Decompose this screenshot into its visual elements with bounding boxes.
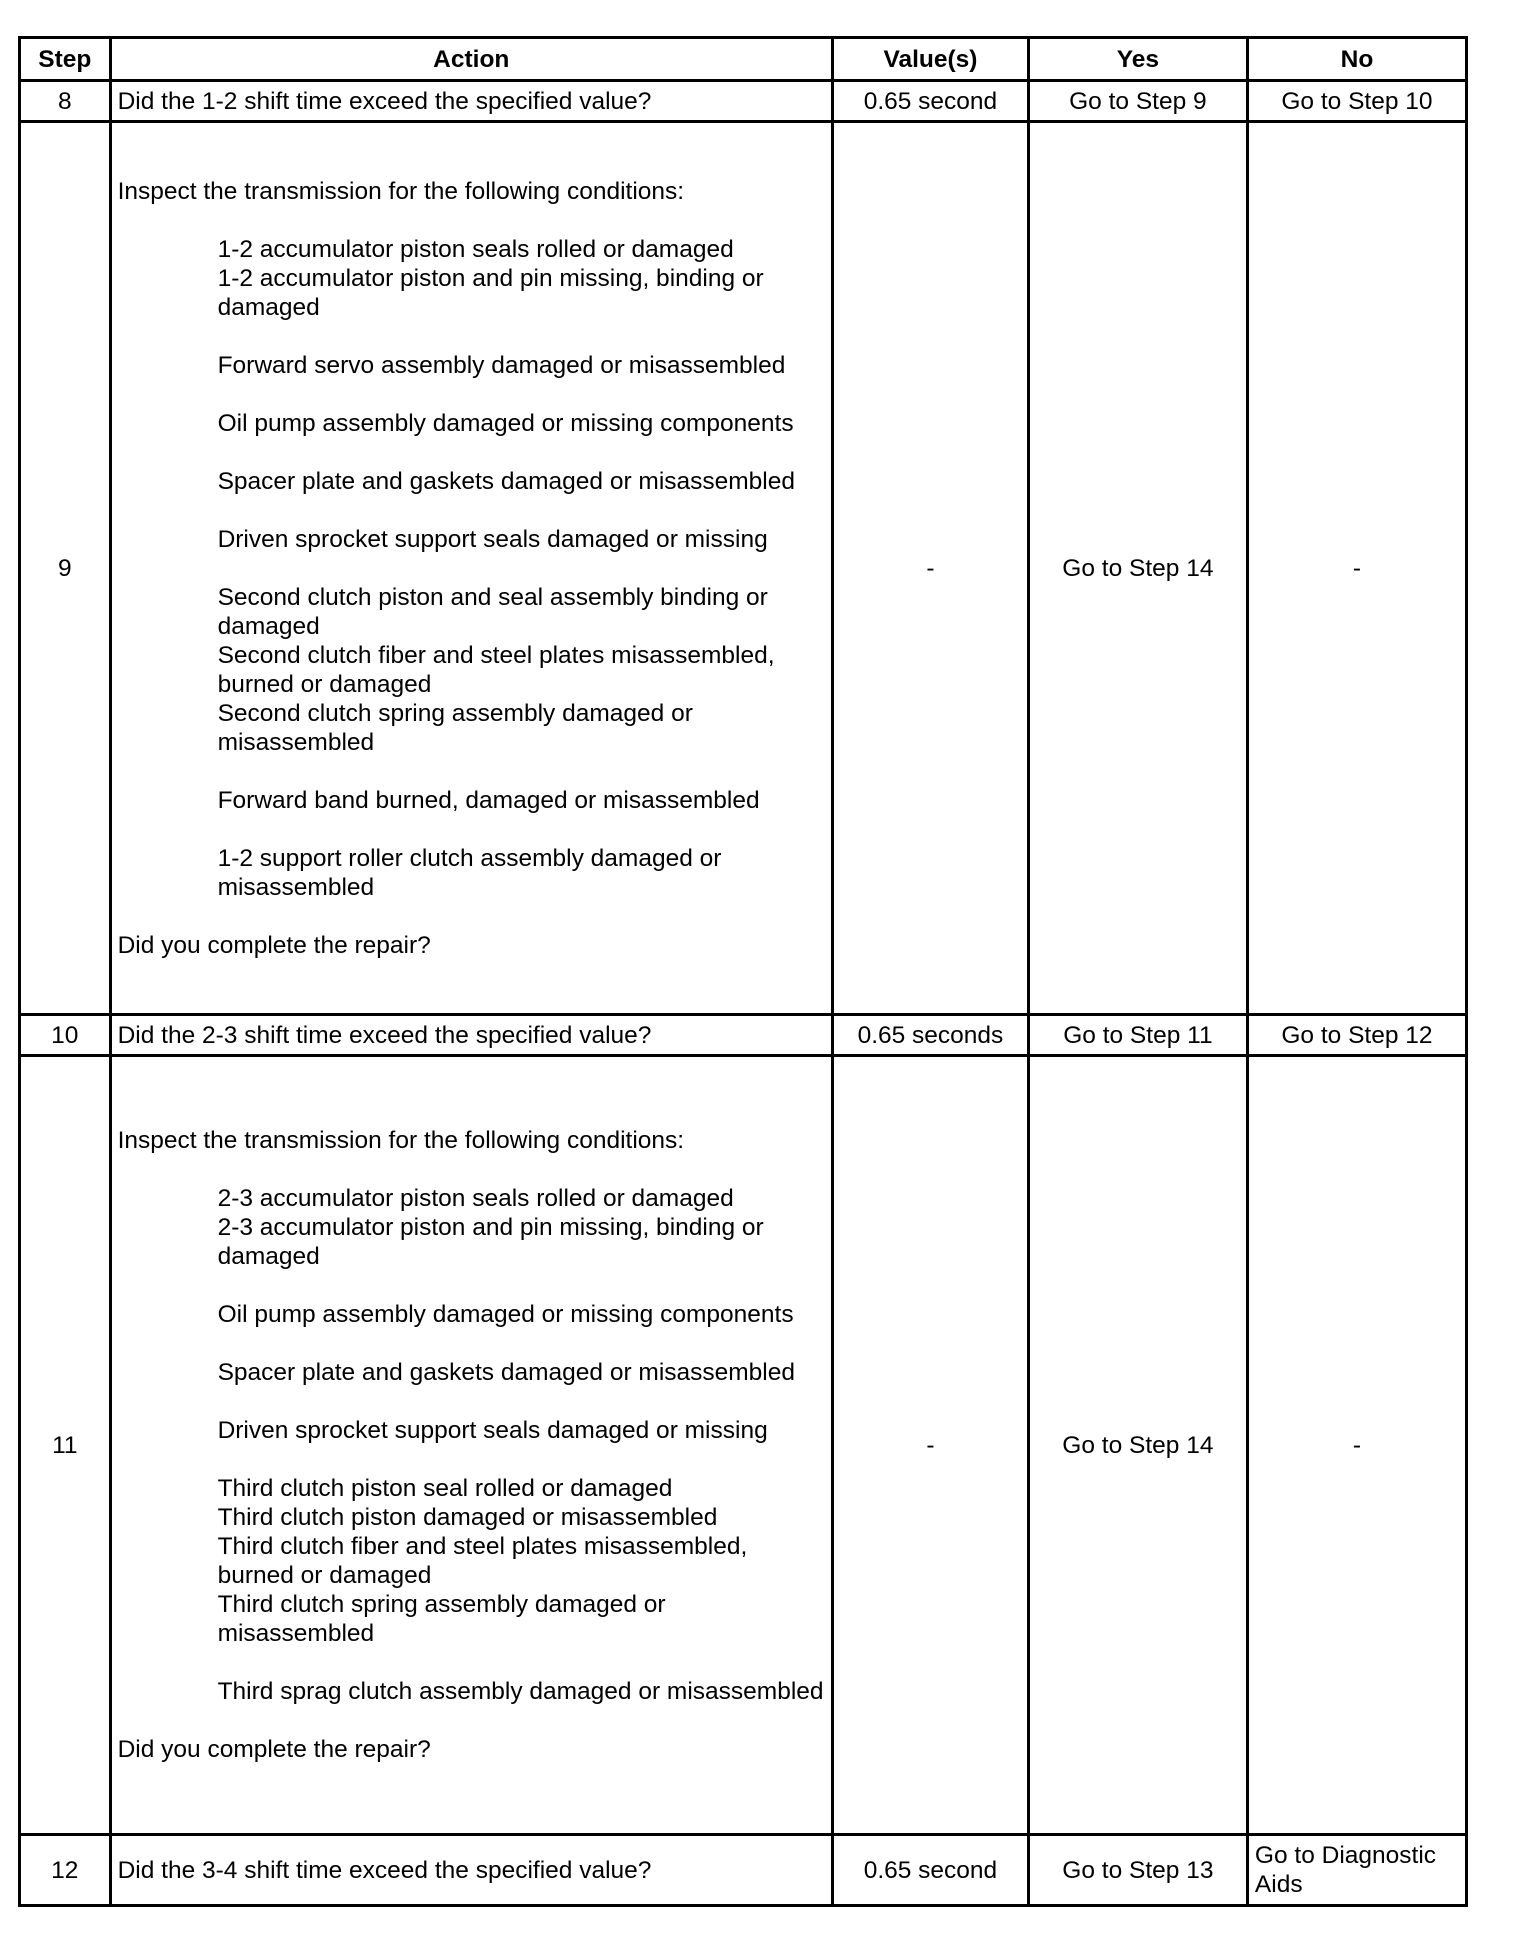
step-number: 8 xyxy=(20,81,111,122)
condition-group xyxy=(218,1677,825,1706)
condition-item: Third clutch piston seal rolled or damaged xyxy=(217,1475,673,1502)
table-row-step-8 xyxy=(20,81,1467,122)
yes-cell: Go to Step 13 xyxy=(1028,1835,1247,1906)
condition-item: 1-2 accumulator piston seals rolled or damaged xyxy=(217,235,734,263)
action-text: Did the 1-2 shift time exceed the specified value? xyxy=(110,81,832,122)
condition-item: Second clutch spring assembly damaged or misassembled xyxy=(217,699,693,756)
value-cell: 0.65 seconds xyxy=(833,1015,1029,1056)
condition-item: Third sprag clutch assembly damaged or misassembled xyxy=(217,1678,824,1705)
table-row-step-12 xyxy=(20,1835,1467,1906)
condition-list xyxy=(118,235,825,902)
condition-list xyxy=(118,1184,825,1706)
condition-item: Spacer plate and gaskets damaged or misassembled xyxy=(217,1359,795,1386)
condition-item: Forward band burned, damaged or misassembled xyxy=(217,786,760,814)
header-yes: Yes xyxy=(1028,38,1247,81)
condition-item: Third clutch piston damaged or misassembled xyxy=(217,1504,718,1531)
condition-item: Third clutch fiber and steel plates misassembled, burned or damaged xyxy=(217,1533,748,1589)
condition-group xyxy=(218,467,825,496)
condition-item: 1-2 support roller clutch assembly damaged or misassembled xyxy=(217,844,722,901)
action-intro: Inspect the transmission for the following conditions: xyxy=(117,177,685,205)
value-cell: - xyxy=(833,1056,1029,1835)
condition-item: 2-3 accumulator piston seals rolled or damaged xyxy=(217,1185,734,1212)
condition-item: Spacer plate and gaskets damaged or misassembled xyxy=(217,467,795,495)
condition-item: Oil pump assembly damaged or missing components xyxy=(217,1301,794,1328)
header-values: Value(s) xyxy=(833,38,1029,81)
yes-cell: Go to Step 11 xyxy=(1028,1015,1247,1056)
condition-group xyxy=(218,844,825,902)
value-cell: 0.65 second xyxy=(833,1835,1029,1906)
condition-group xyxy=(218,786,825,815)
no-cell: Go to Step 10 xyxy=(1247,81,1466,122)
no-cell: - xyxy=(1247,122,1466,1015)
condition-item: 1-2 accumulator piston and pin missing, binding or damaged xyxy=(217,264,764,321)
condition-group xyxy=(218,1358,825,1387)
action-cell xyxy=(110,1056,832,1835)
condition-item: 2-3 accumulator piston and pin missing, binding or damaged xyxy=(217,1214,764,1270)
table-row-step-11 xyxy=(20,1056,1467,1835)
condition-item: Second clutch fiber and steel plates misassembled, burned or damaged xyxy=(217,641,775,698)
condition-group xyxy=(218,1416,825,1445)
header-step: Step xyxy=(20,38,111,81)
action-text: Did the 3-4 shift time exceed the specified value? xyxy=(110,1835,832,1906)
condition-group xyxy=(218,351,825,380)
step-number: 12 xyxy=(20,1835,111,1906)
value-cell: - xyxy=(833,122,1029,1015)
condition-group xyxy=(218,525,825,554)
step-number: 9 xyxy=(20,122,111,1015)
action-intro: Inspect the transmission for the following conditions: xyxy=(117,1127,685,1154)
condition-item: Forward servo assembly damaged or misassembled xyxy=(217,351,786,379)
condition-group xyxy=(218,235,825,322)
header-action: Action xyxy=(110,38,832,81)
diagnostic-table xyxy=(18,36,1468,1907)
step-number: 10 xyxy=(20,1015,111,1056)
action-question: Did you complete the repair? xyxy=(117,931,431,959)
condition-group xyxy=(218,409,825,438)
table-row-step-10 xyxy=(20,1015,1467,1056)
condition-group xyxy=(218,1474,825,1648)
no-cell: Go to Diagnostic Aids xyxy=(1247,1835,1466,1906)
yes-cell: Go to Step 9 xyxy=(1028,81,1247,122)
condition-item: Driven sprocket support seals damaged or missing xyxy=(217,525,768,553)
condition-item: Third clutch spring assembly damaged or misassembled xyxy=(217,1591,666,1647)
condition-group xyxy=(218,583,825,757)
yes-cell: Go to Step 14 xyxy=(1028,122,1247,1015)
action-text: Did the 2-3 shift time exceed the specified value? xyxy=(110,1015,832,1056)
header-row xyxy=(20,38,1467,81)
header-no: No xyxy=(1247,38,1466,81)
condition-item: Second clutch piston and seal assembly binding or damaged xyxy=(217,583,768,640)
no-cell: - xyxy=(1247,1056,1466,1835)
value-cell: 0.65 second xyxy=(833,81,1029,122)
condition-group xyxy=(218,1300,825,1329)
condition-item: Driven sprocket support seals damaged or missing xyxy=(217,1417,768,1444)
condition-group xyxy=(218,1184,825,1271)
no-cell: Go to Step 12 xyxy=(1247,1015,1466,1056)
action-question: Did you complete the repair? xyxy=(117,1736,431,1763)
step-number: 11 xyxy=(20,1056,111,1835)
yes-cell: Go to Step 14 xyxy=(1028,1056,1247,1835)
table-row-step-9 xyxy=(20,122,1467,1015)
action-cell xyxy=(110,122,832,1015)
condition-item: Oil pump assembly damaged or missing components xyxy=(217,409,794,437)
